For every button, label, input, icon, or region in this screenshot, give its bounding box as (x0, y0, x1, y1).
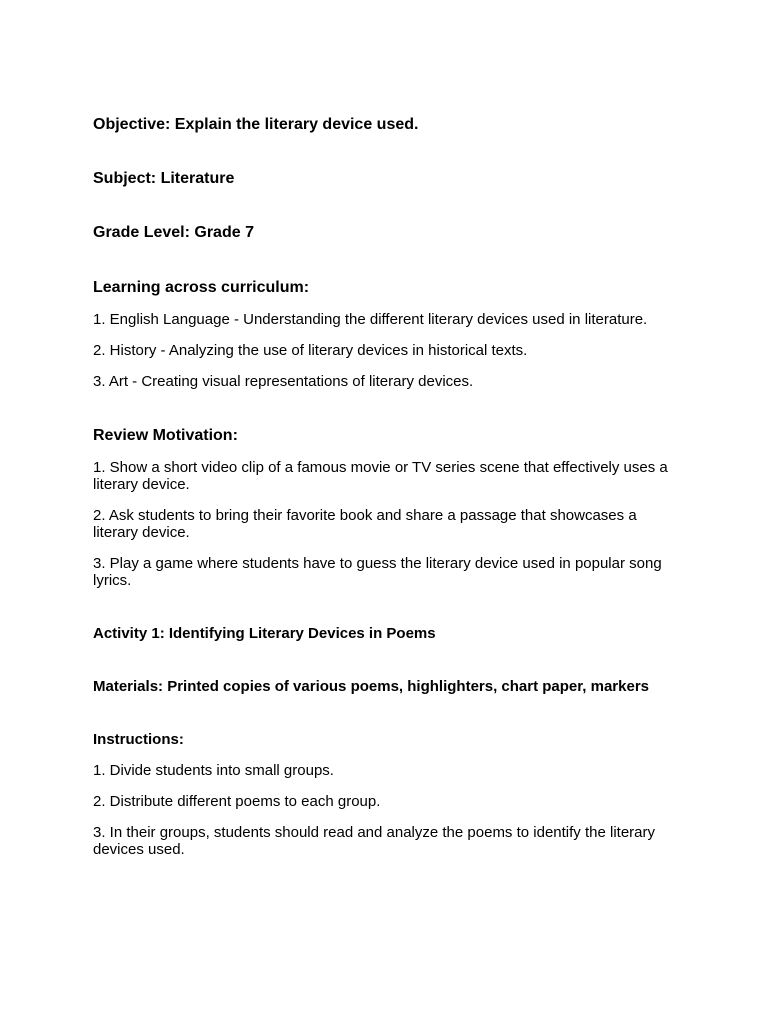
learning-item: 2. History - Analyzing the use of literary devices in historical texts. (93, 342, 528, 359)
activity-title: Activity 1: Identifying Literary Devices in Poems (93, 625, 436, 642)
learning-heading: Learning across curriculum: (93, 279, 310, 296)
instruction-item: 2. Distribute different poems to each group. (93, 793, 381, 810)
grade-level-line: Grade Level: Grade 7 (93, 224, 254, 241)
learning-item: 3. Art - Creating visual representations of literary devices. (93, 373, 474, 390)
review-item: 2. Ask students to bring their favorite book and share a passage that showcases a literary device. (93, 507, 637, 541)
instruction-item: 1. Divide students into small groups. (93, 762, 334, 779)
review-item: 1. Show a short video clip of a famous movie or TV series scene that effectively uses a literary device. (93, 459, 668, 493)
instructions-heading: Instructions: (93, 731, 184, 748)
learning-item: 1. English Language - Understanding the different literary devices used in literature. (93, 311, 648, 328)
review-heading: Review Motivation: (93, 427, 238, 444)
review-item: 3. Play a game where students have to guess the literary device used in popular song lyrics. (93, 555, 662, 589)
materials-line: Materials: Printed copies of various poems, highlighters, chart paper, markers (93, 678, 650, 695)
subject-line: Subject: Literature (93, 170, 235, 187)
instruction-item: 3. In their groups, students should read and analyze the poems to identify the literary devices used. (93, 824, 656, 858)
objective-line: Objective: Explain the literary device used. (93, 116, 419, 133)
